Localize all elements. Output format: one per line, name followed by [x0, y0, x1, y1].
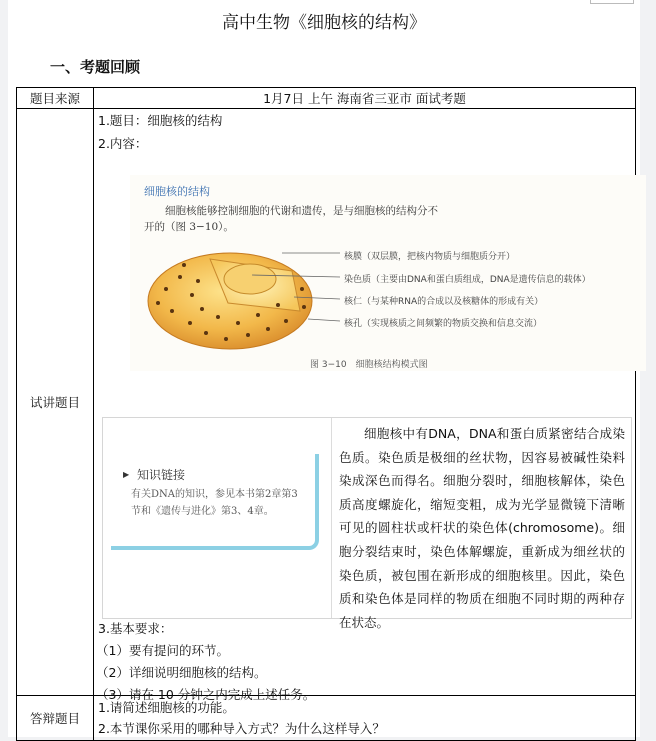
defense-question-1: 1.请简述细胞核的功能。	[98, 700, 235, 715]
excerpt-heading: 细胞核的结构	[144, 185, 210, 198]
defense-question-2: 2.本节课你采用的哪种导入方式？为什么这样导入？	[98, 721, 385, 736]
lecture-label: 试讲题目	[17, 109, 94, 696]
knowledge-link-title: 知识链接	[137, 468, 186, 482]
requirement-item: （3）请在 10 分钟之内完成上述任务。	[96, 687, 316, 702]
requirement-item: （2）详细说明细胞核的结构。	[96, 665, 267, 680]
content-line: 2.内容：	[98, 136, 148, 151]
textbook-excerpt	[130, 175, 646, 371]
requirements-title: 3.基本要求：	[98, 621, 173, 636]
callout-nuclear-pore: 核孔（实现核质之间频繁的物质交换和信息交流）	[344, 319, 543, 329]
callout-chromatin: 染色质（主要由DNA和蛋白质组成，DNA是遗传信息的载体）	[344, 275, 591, 285]
defense-content	[94, 696, 636, 741]
source-label: 题目来源	[17, 88, 94, 109]
triangle-icon: ▶	[123, 470, 130, 479]
nucleus-shape	[148, 253, 312, 349]
source-value: 1月7日 上午 海南省三亚市 面试考题	[94, 88, 636, 109]
callout-nuclear-envelope: 核膜（双层膜，把核内物质与细胞质分开）	[344, 252, 516, 262]
requirement-item: （1）要有提问的环节。	[96, 643, 229, 658]
lecture-content	[94, 109, 636, 702]
excerpt-intro: 细胞核能够控制细胞的代谢和遗传，是与细胞核的结构分不开的（图 3−10）。	[144, 205, 438, 233]
defense-row	[17, 696, 636, 741]
knowledge-link-text: 有关DNA的知识，参见本书第2章第3节和《遗传与进化》第3、4章。	[131, 489, 298, 517]
topic-line: 1.题目：细胞核的结构	[98, 113, 223, 128]
document-page	[8, 0, 640, 737]
lecture-row	[17, 109, 636, 696]
source-row	[17, 88, 636, 109]
callout-nucleolus: 核仁（与某种RNA的合成以及核糖体的形成有关）	[344, 297, 544, 307]
page-title: 高中生物《细胞核的结构》	[222, 13, 426, 33]
exam-table	[16, 87, 636, 741]
knowledge-link-card	[111, 454, 319, 550]
defense-label: 答辩题目	[17, 696, 94, 741]
corner-mark	[590, 0, 634, 4]
box-divider	[331, 418, 332, 618]
explanation-text: 细胞核中有DNA，DNA和蛋白质紧密结合成染色质。染色质是极细的丝状物，因容易被碱性染料染成深色而得名。细胞分裂时，细胞核解体，染色质高度螺旋化，缩短变粗，成为光学显微镜下清晰可见的圆柱状或杆状的染色体(chromosome)。细胞分裂结束时，染色体解螺旋，重新成为细丝状的染色质，被包围在新形成的细胞核里。因此，染色质和染色体是同样的物质在细胞不同时期的两种存在状态。	[339, 426, 625, 630]
section-heading: 一、考题回顾	[50, 58, 141, 76]
figure-caption: 图 3−10 细胞核结构模式图	[310, 360, 428, 370]
